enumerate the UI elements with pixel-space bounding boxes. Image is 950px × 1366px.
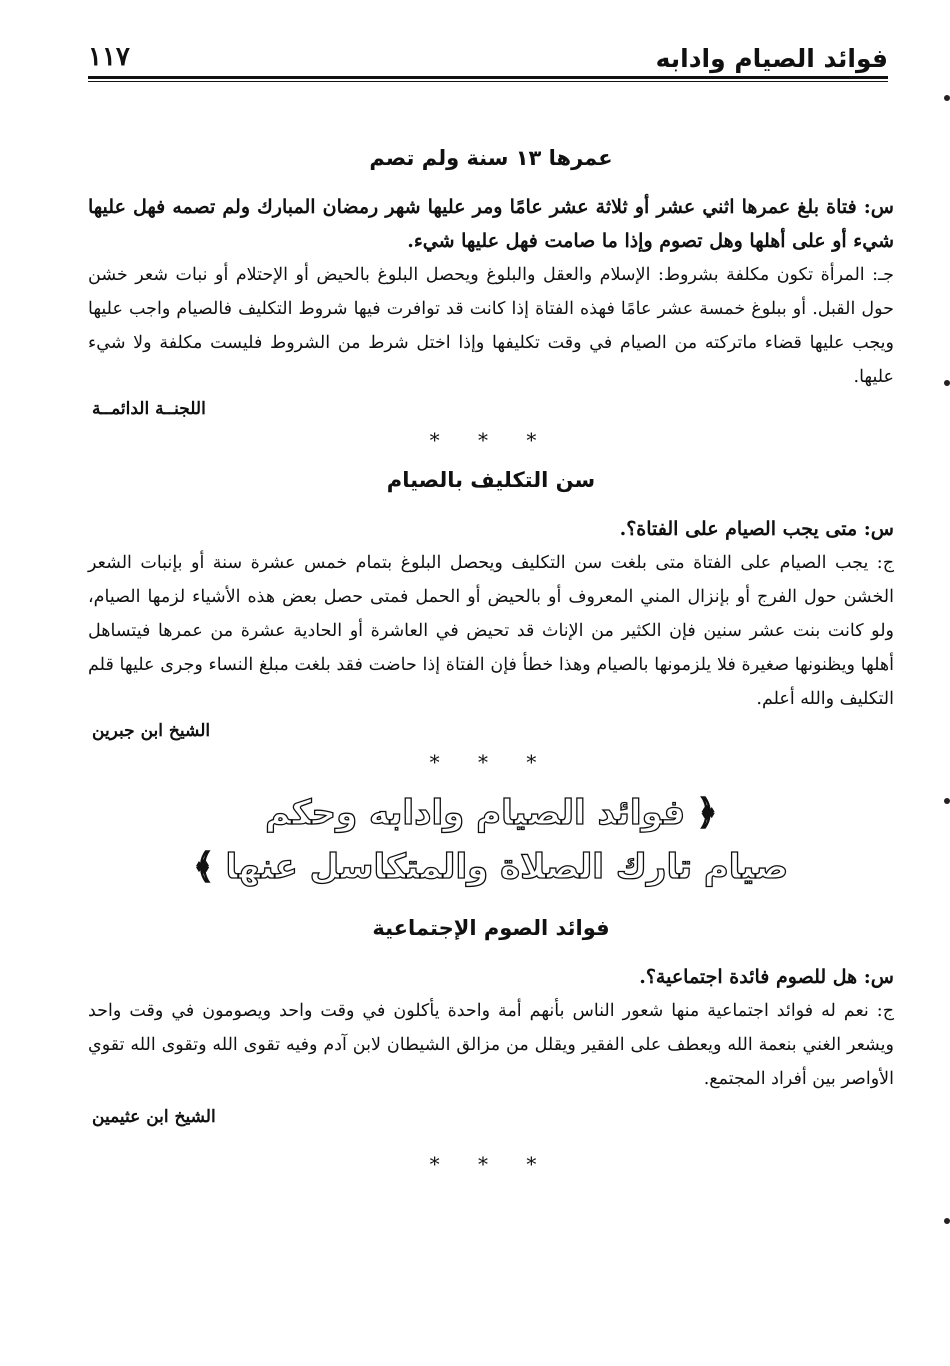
margin-dot-icon bbox=[944, 380, 950, 386]
chapter-title-line-1: ﴿ فوائد الصيام وادابه وحكم bbox=[265, 793, 717, 833]
separator-stars: * * * bbox=[429, 750, 553, 774]
spacer bbox=[88, 1132, 894, 1148]
margin-dot-icon bbox=[944, 1218, 950, 1224]
separator-stars: * * * bbox=[429, 428, 553, 452]
margin-dot-icon bbox=[944, 95, 950, 101]
page-number: ١١٧ bbox=[88, 42, 130, 72]
question-text: س: هل للصوم فائدة اجتماعية؟. bbox=[639, 966, 894, 988]
answer-text: ج: يجب الصيام على الفتاة متى بلغت سن التكليف ويحصل البلوغ بتمام خمس عشرة سنة أو بإنبات الشعر الخشن حول الفرج أو بإنزال المني المعروف أو بالحيض أو الحمل فمتى حصل بعض هذه الأشياء لزمها الصيام، ولو كانت بنت عشر سنين فإن الكثير من الإناث قد تحيض في العاشرة أو الحادية عشرة من عمرها فيتساهل أهلها ويظنونها صغيرة فلا يلزمونها بالصيام وهذا خطأ فإن الفتاة إذا حاضت فقد بلغت مبلغ النساء وجرى عليها قلم التكليف والله أعلم. bbox=[88, 553, 894, 709]
running-title: فوائد الصيام وادابه bbox=[655, 44, 888, 73]
page-content bbox=[88, 142, 894, 1188]
chapter-title-line-2: صيام تارك الصلاة والمتكاسل عنها ﴾ bbox=[193, 847, 789, 887]
source-attribution: الشيخ ابن عثيمين bbox=[92, 1107, 216, 1127]
header-rule-thin bbox=[88, 81, 888, 82]
question-text: س: فتاة بلغ عمرها اثني عشر أو ثلاثة عشر عامًا ومر عليها شهر رمضان المبارك ولم تصمه فهل عليها شيء أو على أهلها وهل تصوم وإذا ما صامت فهل عليها شيء. bbox=[88, 196, 894, 252]
header-rule bbox=[88, 76, 888, 79]
source-attribution: اللجنــة الدائمــة bbox=[92, 399, 206, 419]
answer-text: ج: نعم له فوائد اجتماعية منها شعور الناس بأنهم أمة واحدة يأكلون في وقت واحد ويصومون في وقت واحد ويشعر الغني بنعمة الله ويعطف على الفقير ويقلل من مزالق الشيطان لابن آدم وفيه تقوى الله وتقوى الله تقوي الأواصر بين أفراد المجتمع. bbox=[88, 1001, 894, 1089]
margin-dot-icon bbox=[944, 798, 950, 804]
chapter-heading bbox=[88, 786, 894, 894]
source-attribution: الشيخ ابن جبرين bbox=[92, 721, 211, 741]
question-text: س: متى يجب الصيام على الفتاة؟. bbox=[619, 518, 894, 540]
answer-text: جـ: المرأة تكون مكلفة بشروط: الإسلام والعقل والبلوغ ويحصل البلوغ بالحيض أو الإحتلام أو نبات شعر خشن حول القبل. أو ببلوغ خمسة عشر عامًا فهذه الفتاة إذا كانت قد توافرت فيها شروط التكليف فالصيام واجب عليها ويجب عليها قضاء ماتركته من الصيام في وقت تكليفها وإذا اختل شرط من الشروط فليست مكلفة ولا شيء عليها. bbox=[88, 265, 894, 387]
section-title: فوائد الصوم الإجتماعية bbox=[372, 916, 610, 940]
section-title: سن التكليف بالصيام bbox=[386, 468, 596, 492]
separator-stars: * * * bbox=[429, 1152, 553, 1176]
page-header bbox=[88, 40, 888, 74]
section-title: عمرها ١٣ سنة ولم تصم bbox=[369, 146, 613, 170]
